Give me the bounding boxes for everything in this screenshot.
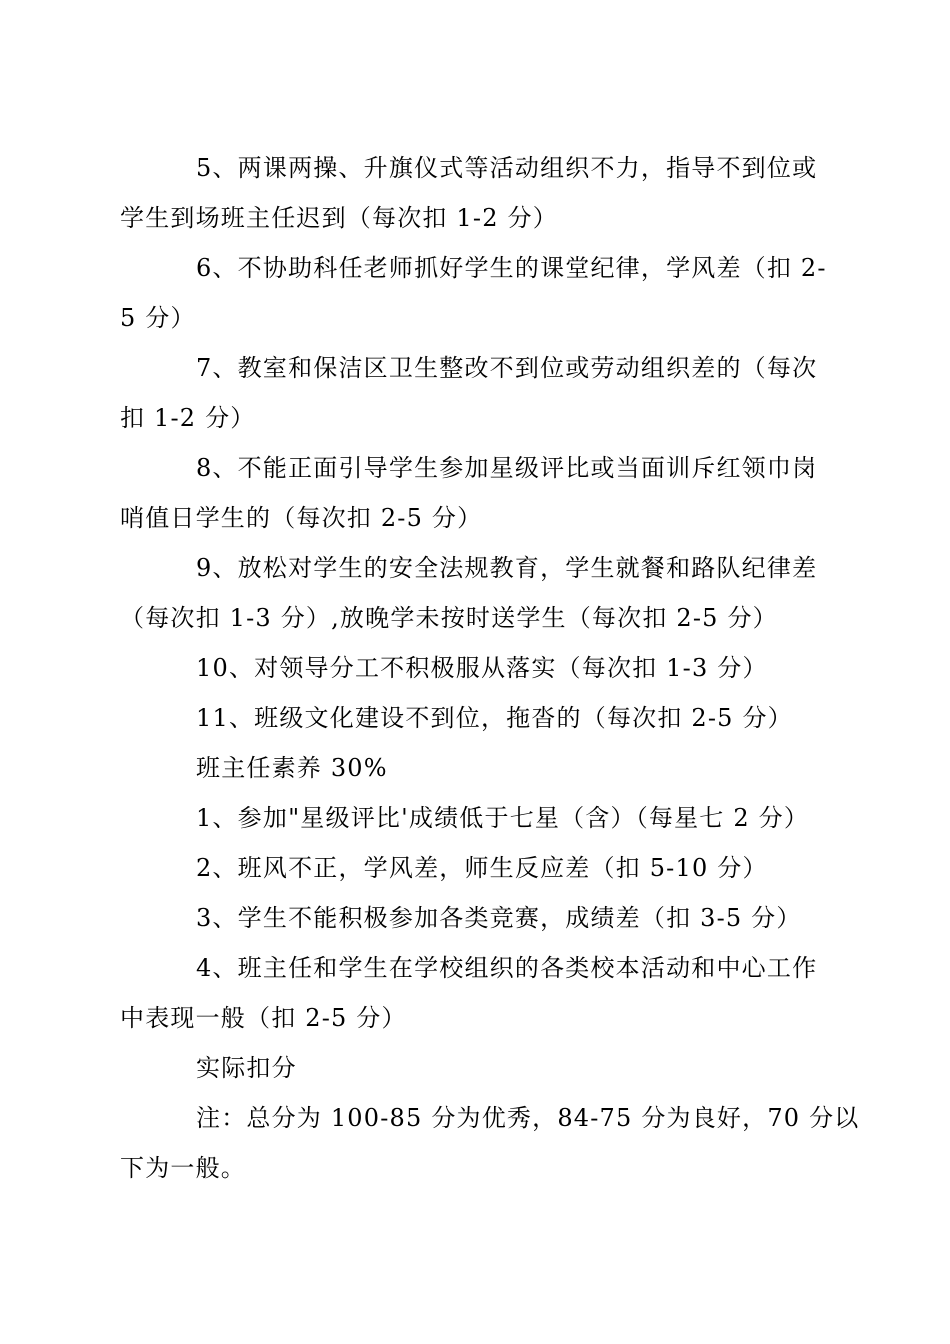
text-line: 6、不协助科任老师抓好学生的课堂纪律，学风差（扣 2- bbox=[196, 254, 827, 282]
text-line: （每次扣 1-3 分）,放晚学未按时送学生（每次扣 2-5 分） bbox=[120, 604, 778, 632]
text-line: 5 分） bbox=[120, 304, 196, 332]
text-line: 中表现一般（扣 2-5 分） bbox=[120, 1004, 407, 1032]
text-line: 8、不能正面引导学生参加星级评比或当面训斥红领巾岗 bbox=[196, 454, 818, 482]
text-line: 学生到场班主任迟到（每次扣 1-2 分） bbox=[120, 204, 558, 232]
section-heading: 班主任素养 30% bbox=[196, 754, 388, 782]
text-line: 11、班级文化建设不到位，拖沓的（每次扣 2-5 分） bbox=[196, 704, 793, 732]
text-line: 哨值日学生的（每次扣 2-5 分） bbox=[120, 504, 483, 532]
text-line: 10、对领导分工不积极服从落实（每次扣 1-3 分） bbox=[196, 654, 768, 682]
note-line: 下为一般。 bbox=[120, 1154, 246, 1182]
text-line: 7、教室和保洁区卫生整改不到位或劳动组织差的（每次 bbox=[196, 354, 818, 382]
text-line: 5、两课两操、升旗仪式等活动组织不力，指导不到位或 bbox=[196, 154, 818, 182]
document-body bbox=[120, 143, 860, 1193]
text-line: 9、放松对学生的安全法规教育，学生就餐和路队纪律差 bbox=[196, 554, 818, 582]
text-line: 扣 1-2 分） bbox=[120, 404, 256, 432]
section-heading: 实际扣分 bbox=[196, 1054, 297, 1082]
text-line: 1、参加"星级评比'成绩低于七星（含）（每星七 2 分） bbox=[196, 804, 810, 832]
text-line: 4、班主任和学生在学校组织的各类校本活动和中心工作 bbox=[196, 954, 818, 982]
text-line: 2、班风不正，学风差，师生反应差（扣 5-10 分） bbox=[196, 854, 768, 882]
note-line: 注：总分为 100-85 分为优秀，84-75 分为良好，70 分以 bbox=[196, 1104, 860, 1132]
text-line: 3、学生不能积极参加各类竞赛，成绩差（扣 3-5 分） bbox=[196, 904, 802, 932]
